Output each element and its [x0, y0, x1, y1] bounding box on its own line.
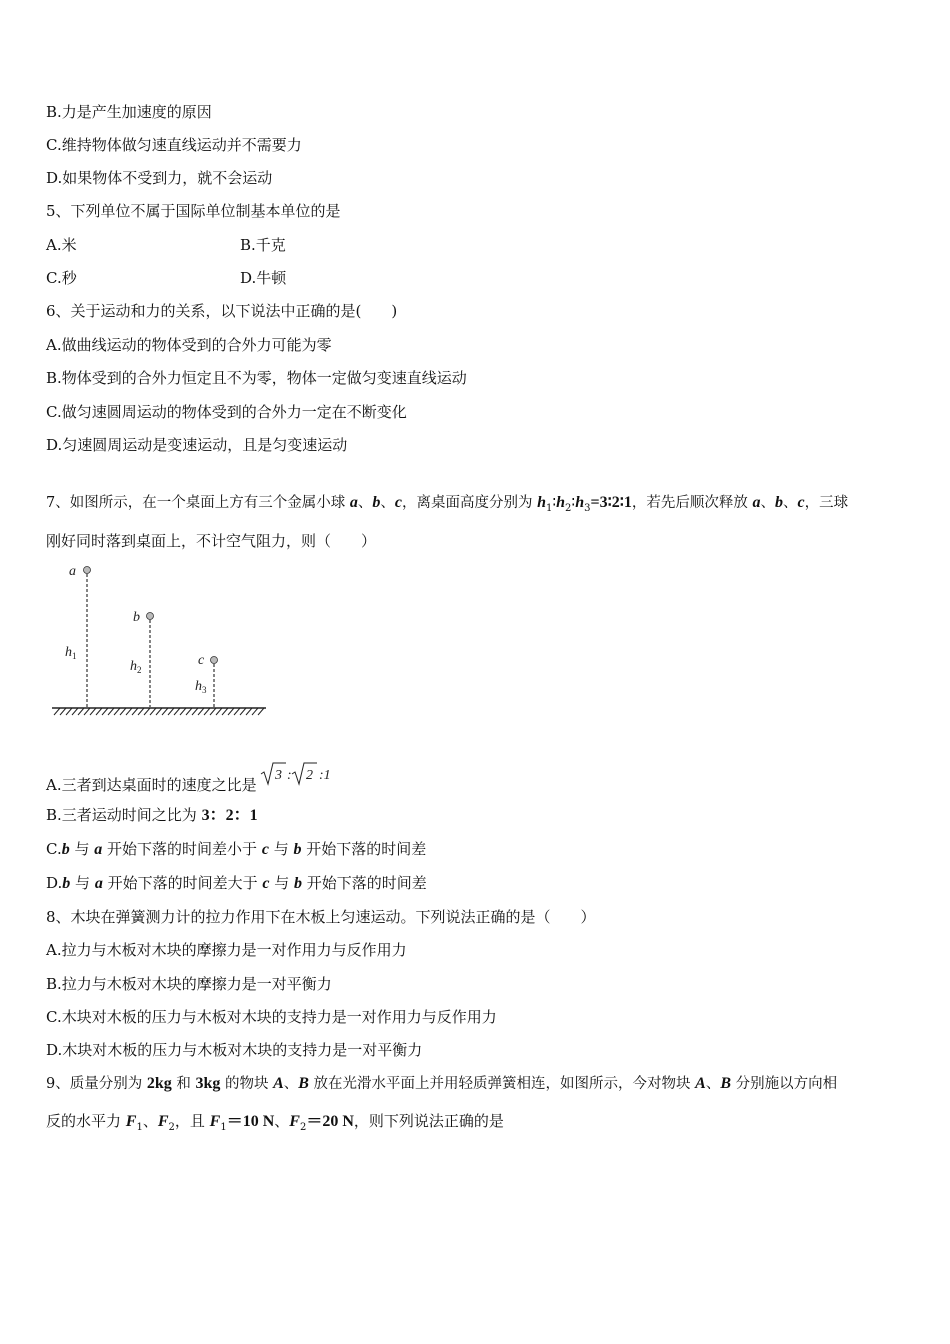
label-c: c [198, 653, 205, 668]
q5-option-b: B.千克 [240, 236, 286, 254]
q6-stem: 6、关于运动和力的关系，以下说法中正确的是( ) [46, 302, 398, 320]
q4-option-d: D.如果物体不受到力，就不会运动 [46, 169, 273, 187]
q8-option-c: C.木块对木板的压力与木板对木块的支持力是一对作用力与反作用力 [46, 1008, 497, 1026]
q6-option-d: D.匀速圆周运动是变速运动，且是匀变速运动 [46, 436, 348, 454]
q6-option-a: A.做曲线运动的物体受到的合外力可能为零 [46, 336, 332, 354]
svg-text:2: 2 [306, 768, 314, 783]
q6-option-c: C.做匀速圆周运动的物体受到的合外力一定在不断变化 [46, 403, 407, 421]
q7-option-a: A.三者到达桌面时的速度之比是 3 : 2 :1 [46, 760, 349, 795]
q8-option-d: D.木块对木板的压力与木板对木块的支持力是一对平衡力 [46, 1041, 423, 1059]
label-a: a [69, 564, 76, 579]
q5-stem: 5、下列单位不属于国际单位制基本单位的是 [46, 202, 341, 220]
q4-option-c: C.维持物体做匀速直线运动并不需要力 [46, 136, 302, 154]
q4-option-b: B.力是产生加速度的原因 [46, 103, 212, 121]
q6-option-b: B.物体受到的合外力恒定且不为零，物体一定做匀变速直线运动 [46, 369, 467, 387]
ground-hatching [54, 708, 264, 715]
q5-option-d: D.牛顿 [240, 269, 287, 287]
q7-figure [40, 560, 280, 720]
label-h3: $h_3$ [195, 679, 207, 695]
ball-a [84, 567, 91, 574]
q9-stem-line2: 反的水平力 $F_1$、$F_2$，且 $F_1=10$ N、$F_2=20$ N，则下列说法正确的是 [46, 1112, 504, 1133]
q7-option-c: C.b 与 a 开始下落的时间差小于 c 与 b 开始下落的时间差 [46, 840, 427, 858]
label-b: b [133, 610, 140, 625]
ball-c [211, 657, 218, 664]
q7-stem-line1: 7、如图所示，在一个桌面上方有三个金属小球 a、b、c，离桌面高度分别为 $h_1∶h_2∶h_3=3∶2∶1$，若先后顺次释放 a、b、c，三球 [46, 494, 849, 514]
q7-option-b: B.三者运动时间之比为 3：2：1 [46, 806, 258, 824]
q9-stem-line1: 9、质量分别为 2kg 和 3kg 的物块 A、B 放在光滑水平面上并用轻质弹簧相连，如图所示，今对物块 A、B 分别施以方向相 [46, 1075, 838, 1092]
q7-stem-line2: 刚好同时落到桌面上，不计空气阻力，则（ ） [46, 532, 377, 550]
svg-text::1: :1 [319, 768, 332, 783]
q7-option-d: D.b 与 a 开始下落的时间差大于 c 与 b 开始下落的时间差 [46, 874, 427, 892]
q5-option-c: C.秒 [46, 269, 77, 287]
q8-option-a: A.拉力与木板对木块的摩擦力是一对作用力与反作用力 [46, 941, 407, 959]
svg-text:3: 3 [275, 768, 283, 783]
q8-stem: 8、木块在弹簧测力计的拉力作用下在木板上匀速运动。下列说法正确的是（ ） [46, 908, 596, 926]
label-h1: $h_1$ [65, 645, 77, 661]
sqrt-ratio [259, 760, 349, 794]
q8-option-b: B.拉力与木板对木块的摩擦力是一对平衡力 [46, 975, 332, 993]
q5-option-a: A.米 [46, 236, 77, 254]
label-h2: $h_2$ [130, 659, 142, 675]
svg-text::: : [287, 768, 293, 783]
ball-b [147, 613, 154, 620]
